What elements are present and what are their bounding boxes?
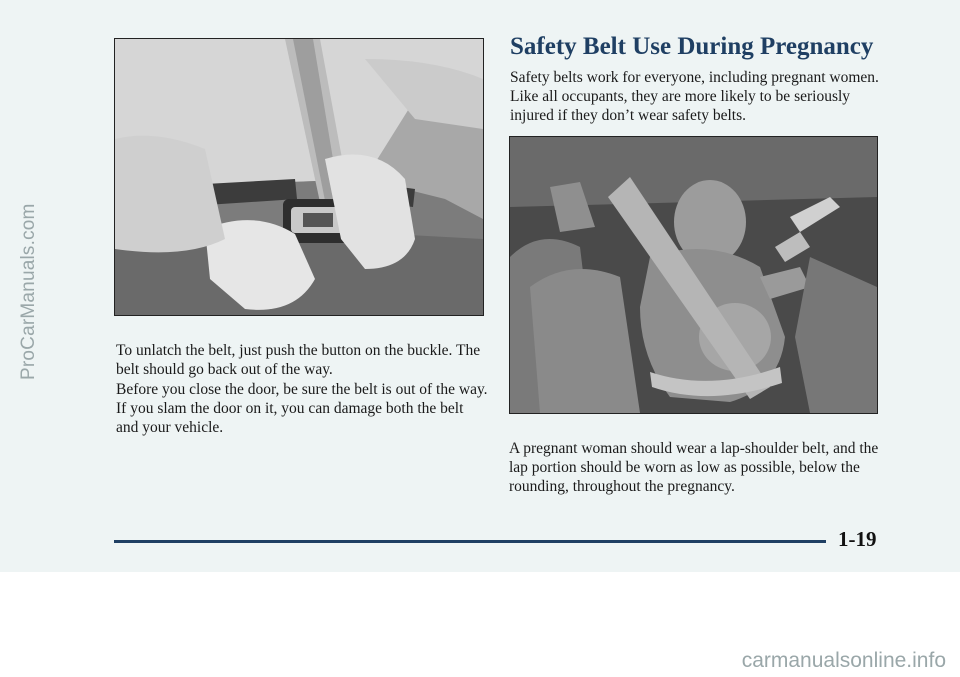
section-intro: Safety belts work for everyone, including pregnant women. Like all occupants, they are more likely to be seriously injured if they don’t wear safety belts. — [510, 69, 879, 124]
bottom-watermark: carmanualsonline.info — [741, 649, 946, 672]
unlatch-instruction: To unlatch the belt, just push the button on the buckle. The belt should go back out of the way. — [116, 342, 481, 378]
pregnancy-belt-illustration — [509, 136, 878, 414]
side-watermark: ProCarManuals.com — [18, 203, 39, 380]
footer-rule — [114, 540, 826, 543]
buckle-unlatch-photo — [114, 38, 484, 316]
pregnant-occupant-drawing — [510, 137, 877, 413]
buckle-unlatch-illustration — [115, 39, 483, 315]
door-warning: Before you close the door, be sure the belt is out of the way. If you slam the door on it, you can damage both the belt and your vehicle. — [116, 381, 488, 436]
pregnancy-belt-instruction: A pregnant woman should wear a lap-shoulder belt, and the lap portion should be worn as low as possible, below the rounding, throughout the pregnancy. — [509, 440, 879, 495]
page-number: 1-19 — [838, 527, 877, 551]
section-heading: Safety Belt Use During Pregnancy — [510, 33, 874, 60]
